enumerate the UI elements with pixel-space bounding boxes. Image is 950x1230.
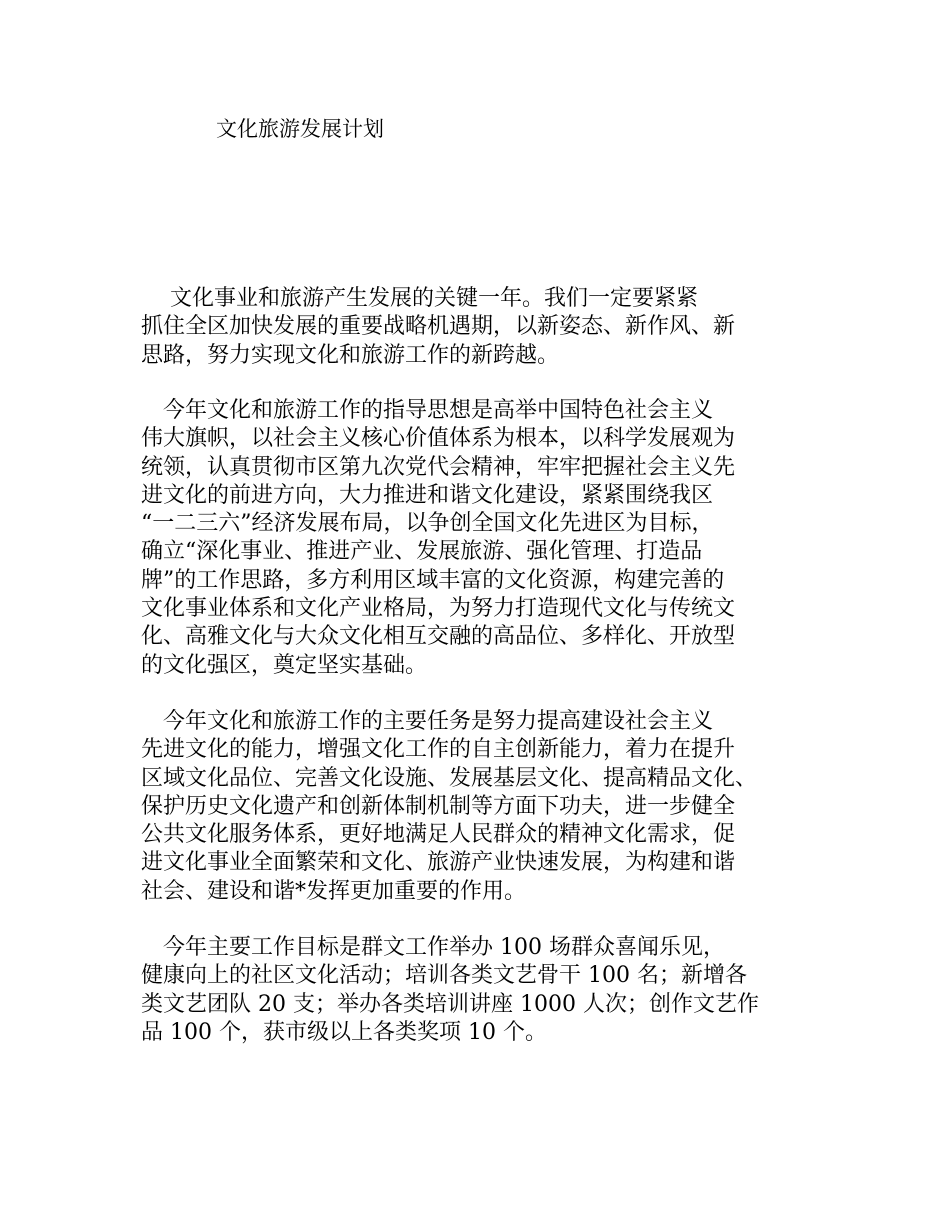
- paragraph-line: “一二三六”经济发展布局，以争创全国文化先进区为目标，: [141, 511, 714, 537]
- paragraph-line: 社会、建设和谐*发挥更加重要的作用。: [141, 878, 527, 904]
- paragraph-line: 类文艺团队 20 支；举办各类培训讲座 1000 人次；创作文艺作: [141, 991, 759, 1017]
- paragraph-line: 保护历史文化遗产和创新体制机制等方面下功夫，进一步健全: [141, 793, 736, 819]
- paragraph-line: 的文化强区，奠定坚实基础。: [141, 652, 428, 678]
- paragraph-line: 公共文化服务体系，更好地满足人民群众的精神文化需求，促: [141, 822, 736, 848]
- paragraph-line: 今年文化和旅游工作的主要任务是努力提高建设社会主义: [141, 709, 714, 734]
- paragraph-2: [141, 397, 735, 680]
- paragraph-line: 今年文化和旅游工作的指导思想是高举中国特色社会主义: [141, 398, 714, 423]
- paragraph-line: 品 100 个，获市级以上各类奖项 10 个。: [141, 1019, 547, 1045]
- paragraph-line: 统领，认真贯彻市区第九次党代会精神，牢牢把握社会主义先: [141, 454, 736, 480]
- paragraph-line: 文化事业体系和文化产业格局，为努力打造现代文化与传统文: [141, 596, 736, 622]
- paragraph-line: 化、高雅文化与大众文化相互交融的高品位、多样化、开放型: [141, 624, 736, 650]
- paragraph-line: 文化事业和旅游产生发展的关键一年。我们一定要紧紧: [141, 286, 698, 311]
- paragraph-line: 进文化事业全面繁荣和文化、旅游产业快速发展，为构建和谐: [141, 850, 736, 876]
- paragraph-line: 思路，努力实现文化和旅游工作的新跨越。: [141, 342, 560, 368]
- paragraph-1: [141, 285, 735, 370]
- paragraph-line: 进文化的前进方向，大力推进和谐文化建设，紧紧围绕我区: [141, 482, 714, 508]
- paragraph-line: 抓住全区加快发展的重要战略机遇期，以新姿态、新作风、新: [141, 314, 736, 340]
- paragraph-line: 今年主要工作目标是群文工作举办 100 场群众喜闻乐见，: [141, 935, 725, 960]
- paragraph-line: 牌”的工作思路，多方利用区域丰富的文化资源，构建完善的: [141, 567, 725, 593]
- paragraph-line: 健康向上的社区文化活动；培训各类文艺骨干 100 名；新增各: [141, 963, 747, 989]
- paragraph-3: [141, 708, 757, 906]
- paragraph-line: 先进文化的能力，增强文化工作的自主创新能力，着力在提升: [141, 737, 736, 763]
- paragraph-line: 伟大旗帜，以社会主义核心价值体系为根本，以科学发展观为: [141, 426, 736, 452]
- paragraph-4: [141, 934, 759, 1047]
- paragraph-line: 确立“深化事业、推进产业、发展旅游、强化管理、打造品: [141, 539, 703, 565]
- paragraph-line: 区域文化品位、完善文化设施、发展基层文化、提高精品文化、: [141, 765, 758, 791]
- document-title: 文化旅游发展计划: [216, 117, 384, 141]
